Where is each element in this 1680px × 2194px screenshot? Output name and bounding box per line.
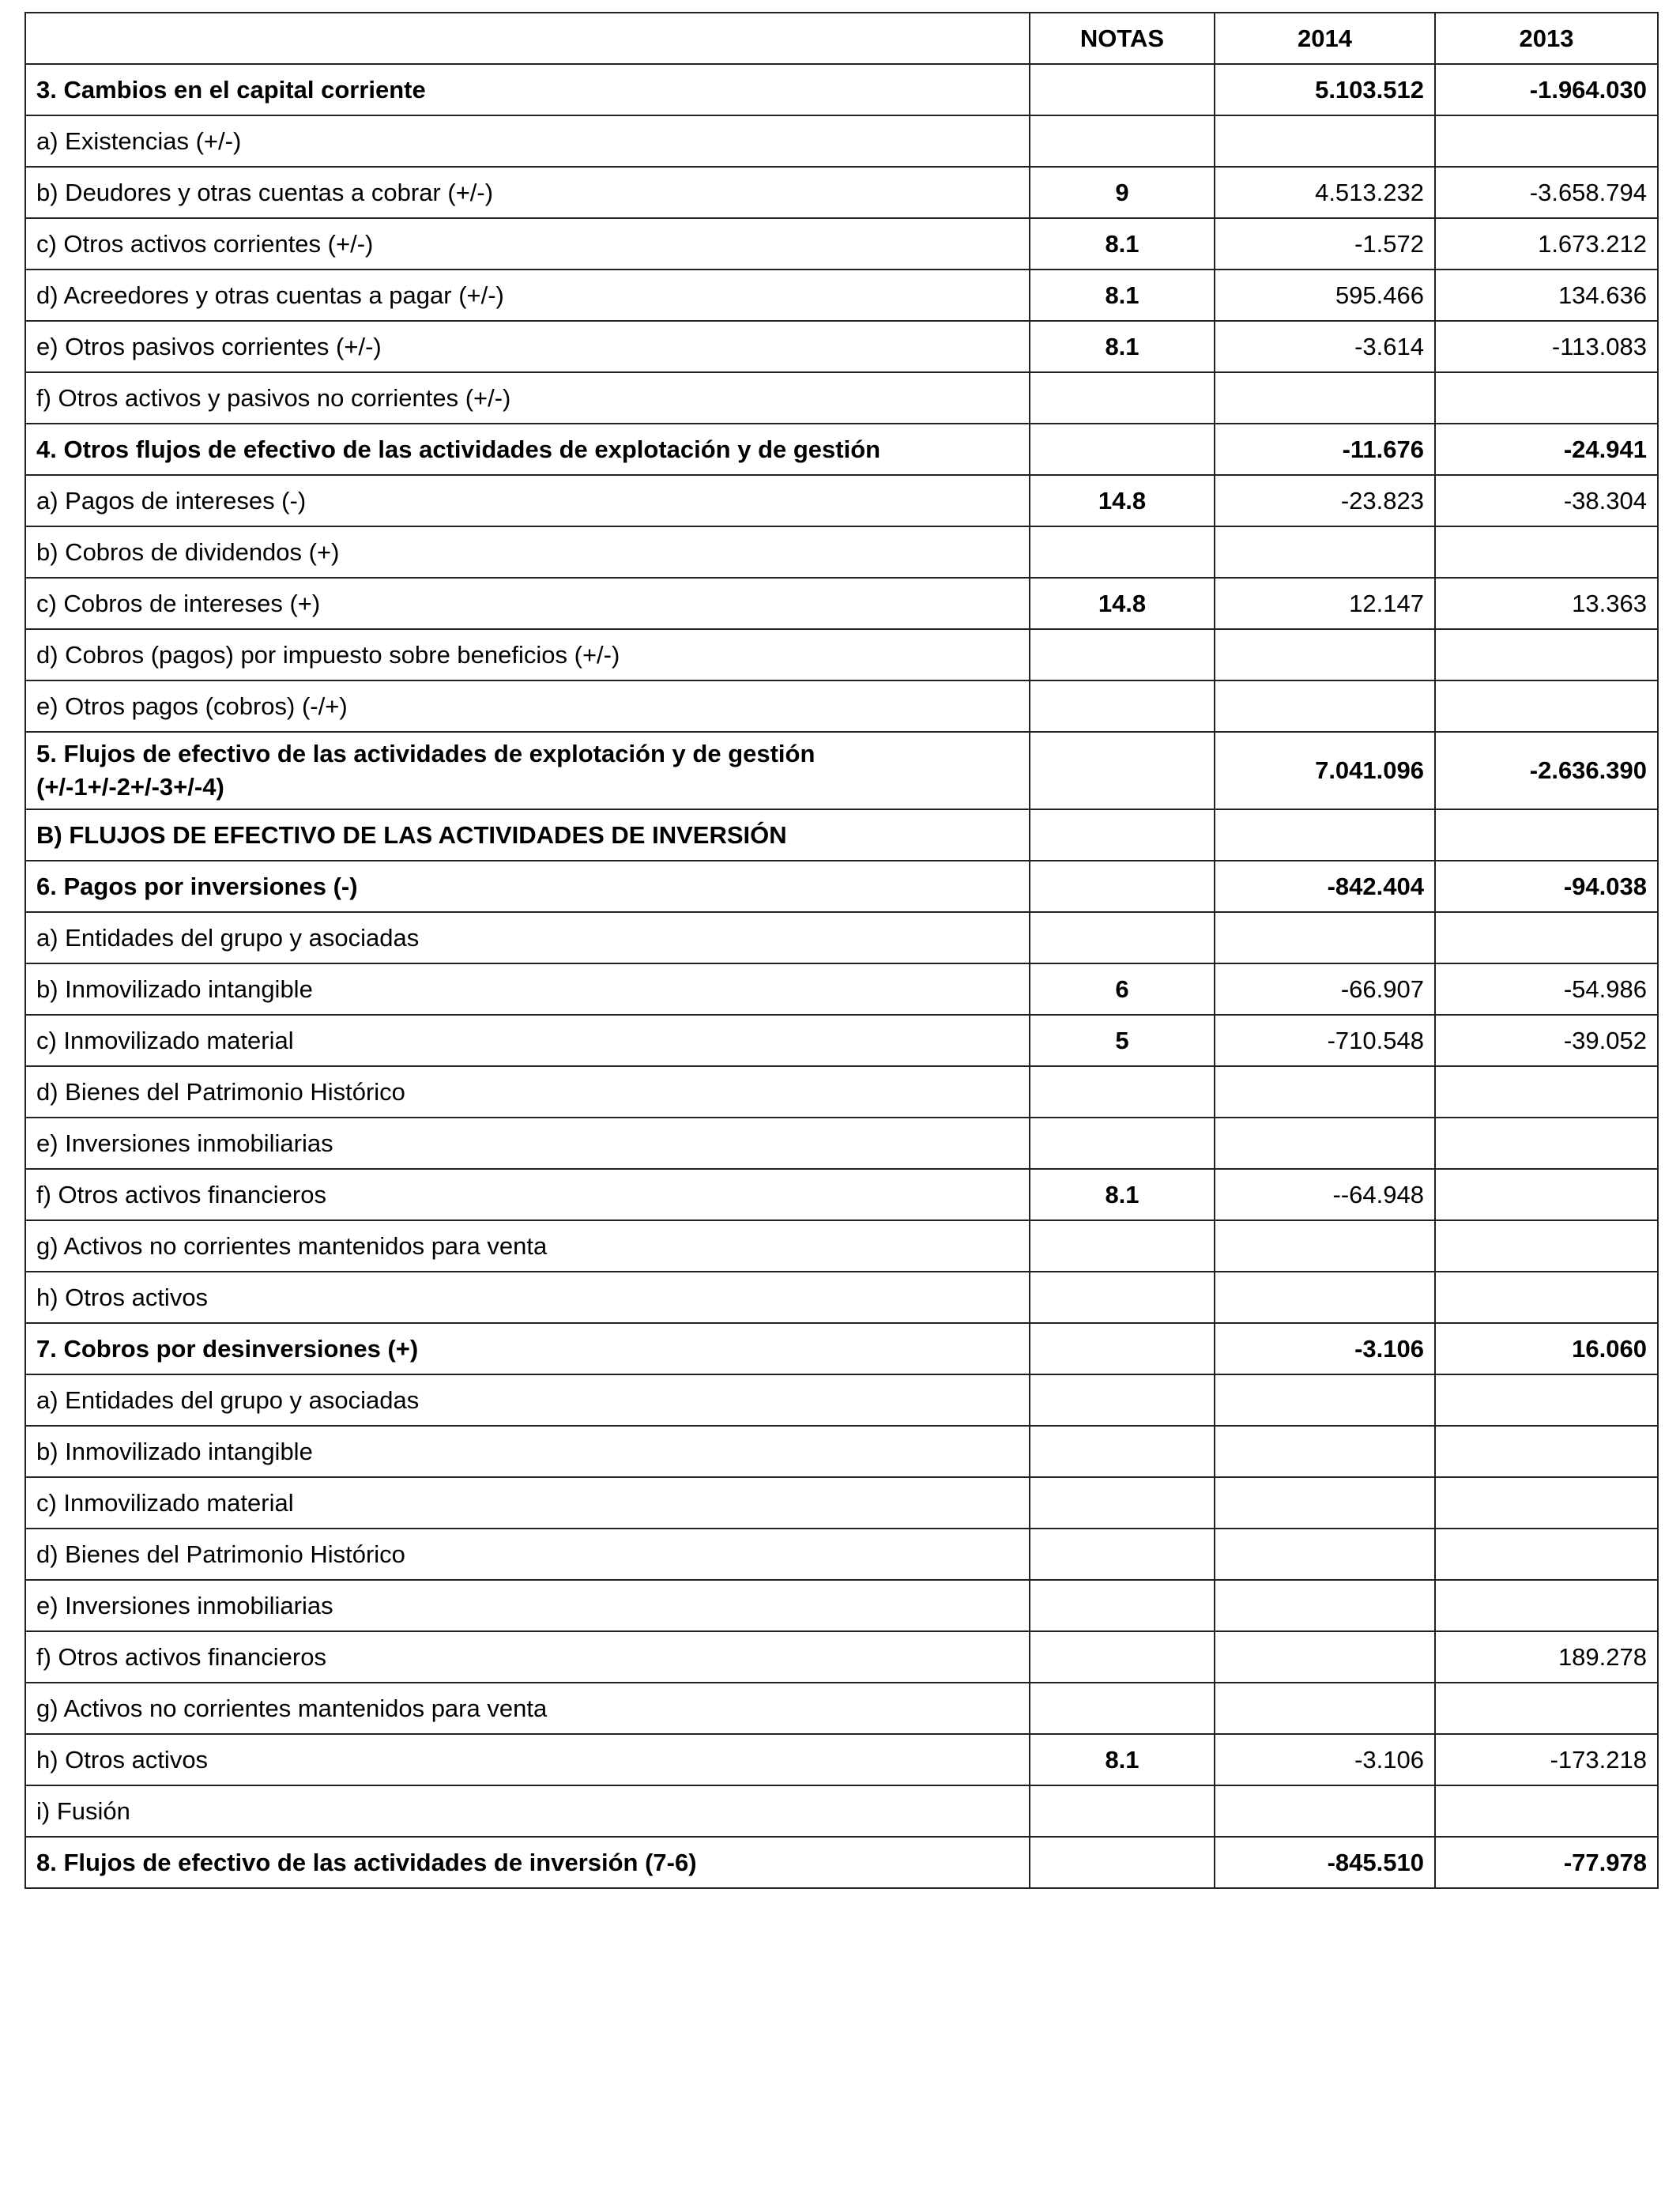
row-label: b) Inmovilizado intangible (25, 963, 1030, 1015)
row-label: 7. Cobros por desinversiones (+) (25, 1323, 1030, 1374)
row-label: c) Otros activos corrientes (+/-) (25, 218, 1030, 270)
row-note: 8.1 (1030, 1169, 1215, 1220)
row-label: e) Otros pagos (cobros) (-/+) (25, 680, 1030, 732)
row-value-2013 (1435, 1220, 1658, 1272)
table-row (25, 372, 1658, 424)
row-note (1030, 1220, 1215, 1272)
row-note (1030, 372, 1215, 424)
row-value-2014: -3.106 (1215, 1734, 1435, 1785)
row-label: c) Cobros de intereses (+) (25, 578, 1030, 629)
table-row (25, 475, 1658, 526)
row-value-2014: -23.823 (1215, 475, 1435, 526)
row-note: 14.8 (1030, 578, 1215, 629)
row-note (1030, 1118, 1215, 1169)
row-value-2013 (1435, 1477, 1658, 1529)
row-value-2014 (1215, 1426, 1435, 1477)
row-value-2013 (1435, 1785, 1658, 1837)
row-note (1030, 1683, 1215, 1734)
row-label: a) Pagos de intereses (-) (25, 475, 1030, 526)
table-row (25, 912, 1658, 963)
row-value-2013: 16.060 (1435, 1323, 1658, 1374)
row-value-2014: --64.948 (1215, 1169, 1435, 1220)
row-label: g) Activos no corrientes mantenidos para venta (25, 1683, 1030, 1734)
row-value-2014: -1.572 (1215, 218, 1435, 270)
row-value-2014: -710.548 (1215, 1015, 1435, 1066)
row-value-2014 (1215, 1066, 1435, 1118)
row-value-2014 (1215, 1529, 1435, 1580)
header-year-2013: 2013 (1435, 13, 1658, 64)
row-note (1030, 861, 1215, 912)
row-value-2013 (1435, 1169, 1658, 1220)
row-label: e) Inversiones inmobiliarias (25, 1580, 1030, 1631)
row-note (1030, 1426, 1215, 1477)
table-row (25, 1785, 1658, 1837)
row-value-2013: -113.083 (1435, 321, 1658, 372)
row-value-2013: 189.278 (1435, 1631, 1658, 1683)
row-label: f) Otros activos financieros (25, 1631, 1030, 1683)
row-value-2013: 134.636 (1435, 270, 1658, 321)
row-label: f) Otros activos financieros (25, 1169, 1030, 1220)
row-note: 8.1 (1030, 321, 1215, 372)
row-label: a) Entidades del grupo y asociadas (25, 912, 1030, 963)
row-label (25, 732, 1030, 809)
row-value-2014 (1215, 1118, 1435, 1169)
row-value-2014: 5.103.512 (1215, 64, 1435, 115)
row-value-2013: -38.304 (1435, 475, 1658, 526)
table-header-row (25, 13, 1658, 64)
table-row (25, 1220, 1658, 1272)
row-value-2013 (1435, 115, 1658, 167)
table-row (25, 526, 1658, 578)
header-concept (25, 13, 1030, 64)
table-row (25, 270, 1658, 321)
table-row (25, 963, 1658, 1015)
row-value-2013: 1.673.212 (1435, 218, 1658, 270)
header-notes: NOTAS (1030, 13, 1215, 64)
row-note (1030, 680, 1215, 732)
table-row (25, 578, 1658, 629)
row-label: c) Inmovilizado material (25, 1477, 1030, 1529)
table-row (25, 1169, 1658, 1220)
row-value-2013 (1435, 1580, 1658, 1631)
row-note (1030, 1785, 1215, 1837)
table-row (25, 115, 1658, 167)
row-note (1030, 1272, 1215, 1323)
table-row (25, 1374, 1658, 1426)
row-value-2013 (1435, 1426, 1658, 1477)
table-row (25, 424, 1658, 475)
row-label: d) Bienes del Patrimonio Histórico (25, 1529, 1030, 1580)
row-label: h) Otros activos (25, 1734, 1030, 1785)
table-row (25, 680, 1658, 732)
row-label: a) Existencias (+/-) (25, 115, 1030, 167)
row-label-line-2: (+/-1+/-2+/-3+/-4) (36, 773, 224, 801)
table-row (25, 1734, 1658, 1785)
row-value-2014: -845.510 (1215, 1837, 1435, 1888)
row-value-2013 (1435, 1374, 1658, 1426)
row-value-2013 (1435, 1529, 1658, 1580)
row-value-2013 (1435, 1066, 1658, 1118)
row-label: i) Fusión (25, 1785, 1030, 1837)
table-row (25, 1066, 1658, 1118)
row-note (1030, 1529, 1215, 1580)
row-label: h) Otros activos (25, 1272, 1030, 1323)
row-label-line-1: 5. Flujos de efectivo de las actividades de explotación y de gestión (36, 740, 816, 767)
row-note: 8.1 (1030, 1734, 1215, 1785)
row-value-2014: 7.041.096 (1215, 732, 1435, 809)
row-value-2014 (1215, 1580, 1435, 1631)
row-value-2013 (1435, 372, 1658, 424)
table-row (25, 861, 1658, 912)
row-value-2014: -842.404 (1215, 861, 1435, 912)
row-label: g) Activos no corrientes mantenidos para venta (25, 1220, 1030, 1272)
row-value-2014 (1215, 1272, 1435, 1323)
row-label: b) Inmovilizado intangible (25, 1426, 1030, 1477)
row-label: e) Otros pasivos corrientes (+/-) (25, 321, 1030, 372)
row-value-2014: 12.147 (1215, 578, 1435, 629)
row-value-2013: -54.986 (1435, 963, 1658, 1015)
row-note: 14.8 (1030, 475, 1215, 526)
table-row (25, 732, 1658, 809)
row-note: 8.1 (1030, 270, 1215, 321)
row-note: 5 (1030, 1015, 1215, 1066)
row-note (1030, 809, 1215, 861)
row-value-2014 (1215, 1374, 1435, 1426)
row-label: e) Inversiones inmobiliarias (25, 1118, 1030, 1169)
table-row (25, 629, 1658, 680)
table-row (25, 1272, 1658, 1323)
header-year-2014: 2014 (1215, 13, 1435, 64)
table-row (25, 809, 1658, 861)
row-value-2014: 4.513.232 (1215, 167, 1435, 218)
row-note (1030, 526, 1215, 578)
row-note (1030, 1066, 1215, 1118)
row-label: d) Acreedores y otras cuentas a pagar (+/-) (25, 270, 1030, 321)
row-value-2013 (1435, 680, 1658, 732)
row-note (1030, 1323, 1215, 1374)
row-value-2014 (1215, 526, 1435, 578)
row-value-2014 (1215, 372, 1435, 424)
row-value-2014 (1215, 1477, 1435, 1529)
row-note (1030, 1631, 1215, 1683)
row-label: d) Bienes del Patrimonio Histórico (25, 1066, 1030, 1118)
row-label: f) Otros activos y pasivos no corrientes (+/-) (25, 372, 1030, 424)
table-row (25, 1683, 1658, 1734)
row-note: 9 (1030, 167, 1215, 218)
row-label: b) Deudores y otras cuentas a cobrar (+/-) (25, 167, 1030, 218)
row-label: 8. Flujos de efectivo de las actividades de inversión (7-6) (25, 1837, 1030, 1888)
row-value-2014: -66.907 (1215, 963, 1435, 1015)
row-label: c) Inmovilizado material (25, 1015, 1030, 1066)
table-row (25, 218, 1658, 270)
row-value-2013: -39.052 (1435, 1015, 1658, 1066)
row-label: d) Cobros (pagos) por impuesto sobre beneficios (+/-) (25, 629, 1030, 680)
row-label: a) Entidades del grupo y asociadas (25, 1374, 1030, 1426)
row-note (1030, 629, 1215, 680)
row-value-2013: -77.978 (1435, 1837, 1658, 1888)
row-value-2014: 595.466 (1215, 270, 1435, 321)
row-value-2014: -11.676 (1215, 424, 1435, 475)
row-value-2013 (1435, 1683, 1658, 1734)
table-row (25, 1015, 1658, 1066)
row-note (1030, 1837, 1215, 1888)
row-note (1030, 424, 1215, 475)
row-value-2014 (1215, 1631, 1435, 1683)
row-value-2013 (1435, 912, 1658, 963)
row-value-2013: -3.658.794 (1435, 167, 1658, 218)
row-value-2013: 13.363 (1435, 578, 1658, 629)
row-value-2013: -24.941 (1435, 424, 1658, 475)
row-value-2014 (1215, 912, 1435, 963)
row-value-2014 (1215, 629, 1435, 680)
row-note (1030, 1477, 1215, 1529)
row-note (1030, 732, 1215, 809)
row-value-2014 (1215, 115, 1435, 167)
row-label: 4. Otros flujos de efectivo de las actividades de explotación y de gestión (25, 424, 1030, 475)
row-note (1030, 912, 1215, 963)
row-note: 8.1 (1030, 218, 1215, 270)
row-value-2013 (1435, 1118, 1658, 1169)
row-value-2014 (1215, 809, 1435, 861)
row-value-2014 (1215, 1785, 1435, 1837)
table-row (25, 1477, 1658, 1529)
table-row (25, 1837, 1658, 1888)
row-value-2014: -3.614 (1215, 321, 1435, 372)
row-label: B) FLUJOS DE EFECTIVO DE LAS ACTIVIDADES DE INVERSIÓN (25, 809, 1030, 861)
row-note (1030, 1374, 1215, 1426)
row-value-2014: -3.106 (1215, 1323, 1435, 1374)
row-label: 6. Pagos por inversiones (-) (25, 861, 1030, 912)
row-value-2013 (1435, 809, 1658, 861)
row-value-2013 (1435, 526, 1658, 578)
table-row (25, 1118, 1658, 1169)
row-note (1030, 64, 1215, 115)
row-value-2013: -2.636.390 (1435, 732, 1658, 809)
row-label: b) Cobros de dividendos (+) (25, 526, 1030, 578)
table-row (25, 321, 1658, 372)
table-row (25, 167, 1658, 218)
cash-flow-table (24, 12, 1659, 1889)
row-value-2014 (1215, 680, 1435, 732)
row-value-2013 (1435, 1272, 1658, 1323)
table-row (25, 1631, 1658, 1683)
row-note (1030, 115, 1215, 167)
row-note: 6 (1030, 963, 1215, 1015)
table-body (25, 64, 1658, 1888)
table-row (25, 64, 1658, 115)
row-value-2013: -94.038 (1435, 861, 1658, 912)
table-row (25, 1529, 1658, 1580)
row-label: 3. Cambios en el capital corriente (25, 64, 1030, 115)
row-note (1030, 1580, 1215, 1631)
row-value-2013: -173.218 (1435, 1734, 1658, 1785)
table-row (25, 1580, 1658, 1631)
table-row (25, 1426, 1658, 1477)
table-row (25, 1323, 1658, 1374)
row-value-2014 (1215, 1683, 1435, 1734)
row-value-2013 (1435, 629, 1658, 680)
row-value-2014 (1215, 1220, 1435, 1272)
row-value-2013: -1.964.030 (1435, 64, 1658, 115)
